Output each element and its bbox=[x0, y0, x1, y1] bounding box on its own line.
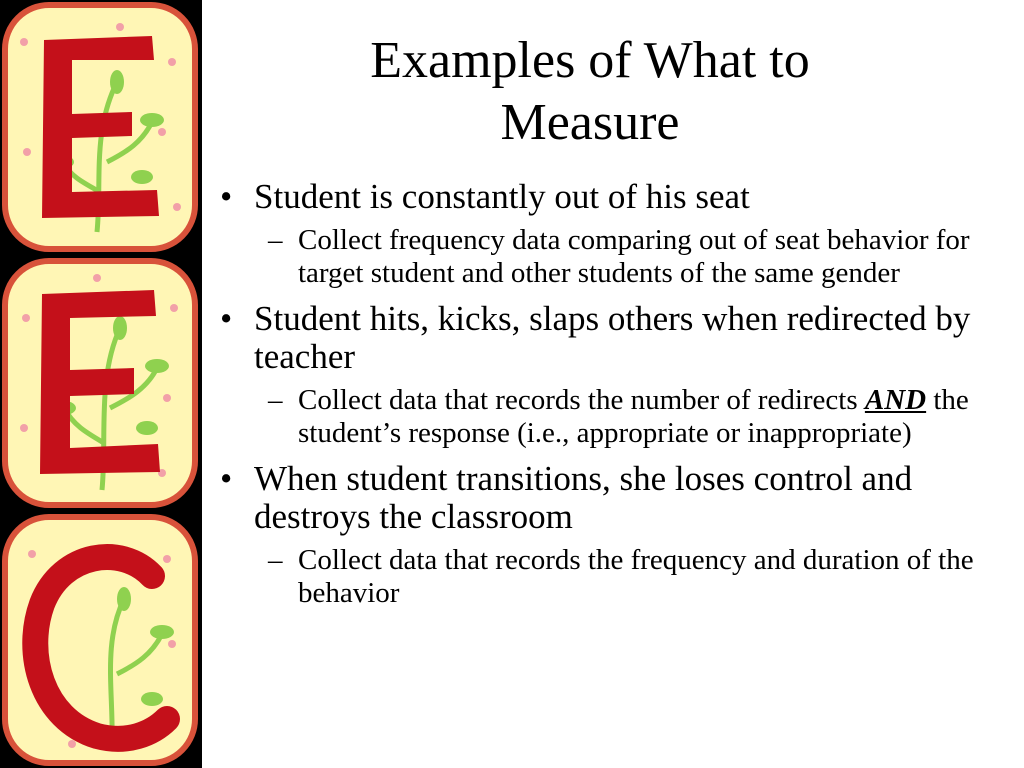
slide-title-line-2: Measure bbox=[500, 94, 680, 151]
emphasis-and: AND bbox=[864, 384, 927, 416]
letter-e-icon bbox=[2, 2, 198, 252]
sub-bullet-text: Collect frequency data comparing out of seat behavior for target student and other students of the same gender bbox=[298, 224, 970, 289]
sub-bullet-text-before: Collect data that records the number of redirects bbox=[298, 384, 865, 416]
bullet-text: Student hits, kicks, slaps others when redirected by teacher bbox=[254, 299, 971, 376]
bullet-icon: • bbox=[220, 177, 233, 216]
logo-tile-c-bottom bbox=[2, 514, 198, 766]
sub-bullet-item bbox=[218, 224, 1008, 290]
slide-title-line-1: Examples of What to bbox=[370, 32, 810, 89]
logo-tile-e-top bbox=[2, 2, 198, 252]
bullet-text: When student transitions, she loses control and destroys the classroom bbox=[254, 459, 913, 536]
bullet-text: Student is constantly out of his seat bbox=[254, 177, 750, 216]
letter-e-icon bbox=[2, 258, 198, 508]
dash-icon: – bbox=[268, 224, 283, 256]
logo-tile-e-middle bbox=[2, 258, 198, 508]
eec-logo-sidebar bbox=[0, 0, 202, 768]
dash-icon: – bbox=[268, 544, 283, 576]
bullet-icon: • bbox=[220, 459, 233, 498]
bullet-list bbox=[218, 178, 1008, 610]
sub-bullet-text-after: the student’s response (i.e., appropriate or inappropriate) bbox=[298, 384, 969, 449]
sub-bullet-item bbox=[218, 384, 1008, 450]
slide-title bbox=[220, 30, 960, 154]
bullet-item bbox=[218, 300, 1008, 376]
bullet-icon: • bbox=[220, 299, 233, 338]
bullet-item bbox=[218, 178, 1008, 216]
letter-c-icon bbox=[2, 514, 198, 766]
bullet-item bbox=[218, 460, 1008, 536]
sub-bullet-text: Collect data that records the frequency and duration of the behavior bbox=[298, 544, 974, 609]
dash-icon: – bbox=[268, 384, 283, 416]
sub-bullet-item bbox=[218, 544, 1008, 610]
